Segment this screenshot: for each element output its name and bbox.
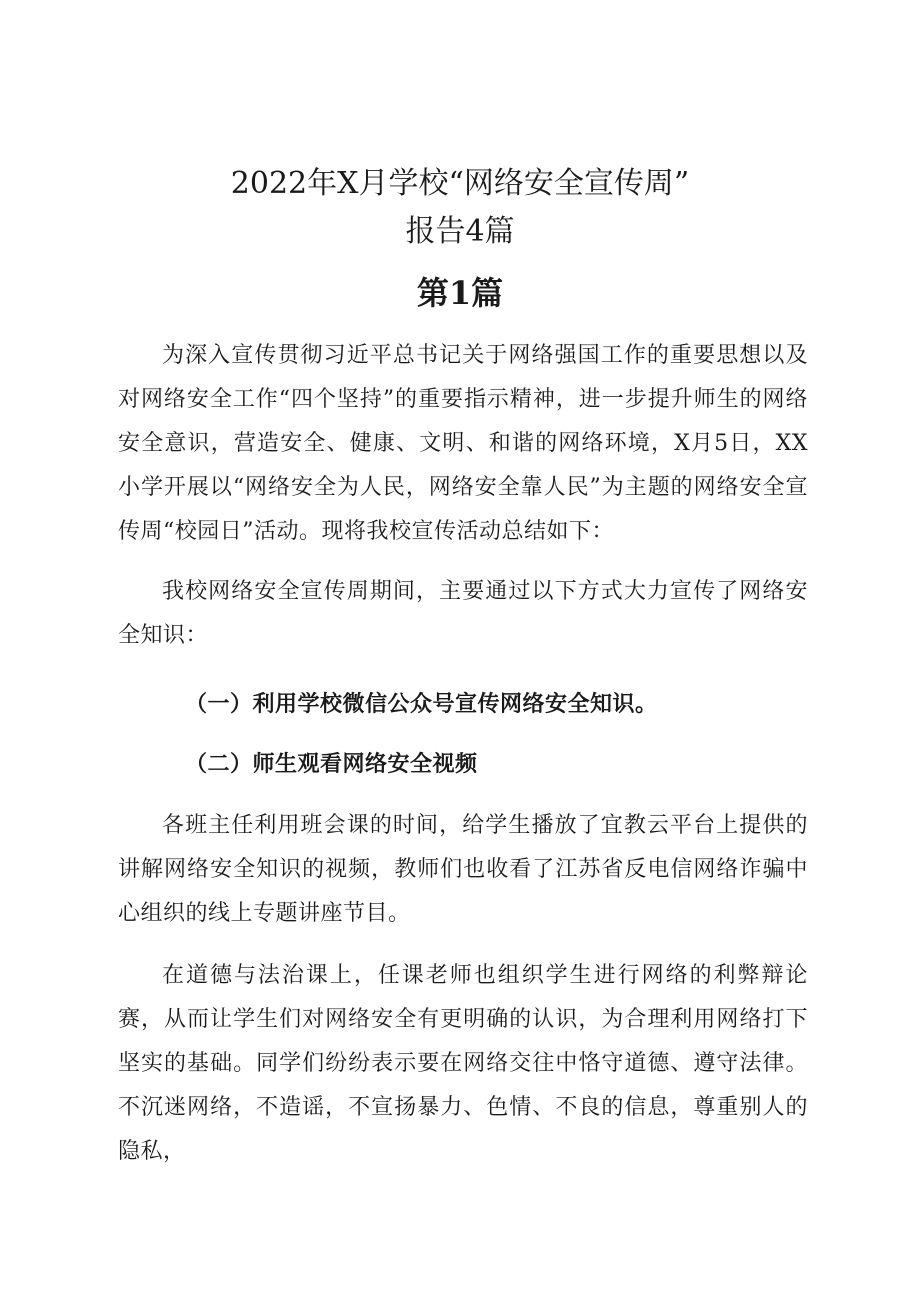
video-paragraph: 各班主任利用班会课的时间，给学生播放了宜教云平台上提供的讲解网络安全知识的视频，教师们也收看了江苏省反电信网络诈骗中心组织的线上专题讲座节目。: [118, 813, 808, 926]
document-title-line1: 2022年X月学校“网络安全宣传周”: [230, 166, 690, 201]
section-heading-1: （一）利用学校微信公众号宣传网络安全知识。: [185, 691, 658, 717]
document-title-line2: 报告4篇: [405, 214, 515, 249]
debate-paragraph: 在道德与法治课上，任课老师也组织学生进行网络的利弊辩论赛，从而让学生们对网络安全有更明确的认识，为合理利用网络打下坚实的基础。同学们纷纷表示要在网络交往中恪守道德、遵守法律。不沉迷网络，不造谣，不宣扬暴力、色情、不良的信息，尊重别人的隐私，: [118, 963, 808, 1164]
chapter-title: 第1篇: [416, 274, 504, 312]
intro-paragraph: 为深入宣传贯彻习近平总书记关于网络强国工作的重要思想以及对网络安全工作“四个坚持”的重要指示精神，进一步提升师生的网络安全意识，营造安全、健康、文明、和谐的网络环境，X月5日，XX小学开展以“网络安全为人民，网络安全靠人民”为主题的网络安全宣传周“校园日”活动。现将我校宣传活动总结如下：: [118, 343, 808, 544]
methods-paragraph: 我校网络安全宣传周期间，主要通过以下方式大力宣传了网络安全知识：: [118, 579, 808, 648]
section-heading-2: （二）师生观看网络安全视频: [185, 751, 478, 777]
